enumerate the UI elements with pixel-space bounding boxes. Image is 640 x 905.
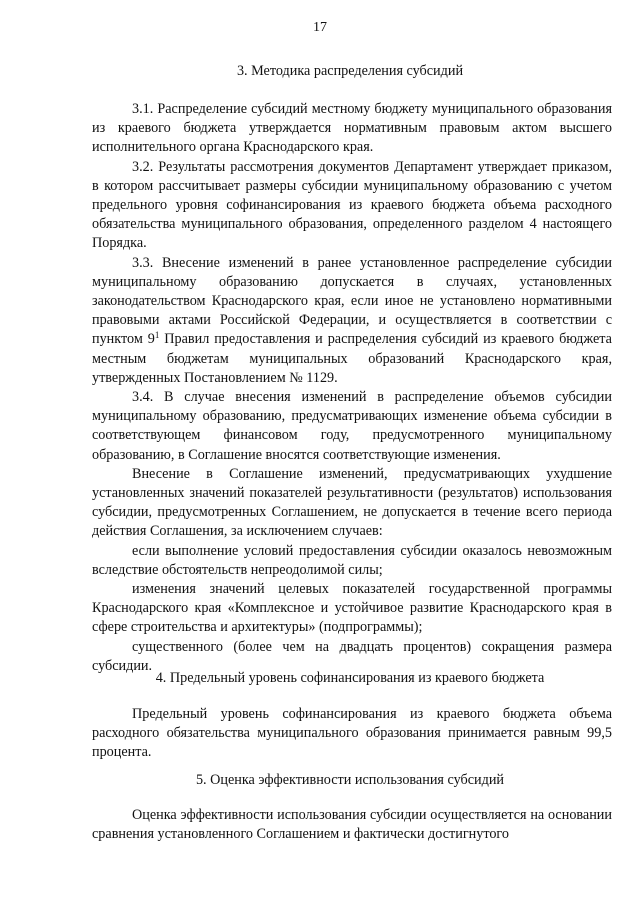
section-3-heading: 3. Методика распределения субсидий xyxy=(236,63,464,79)
page-number: 17 xyxy=(313,20,327,35)
paragraph-3-4: 3.4. В случае внесения изменений в распределение объемов субсидии муниципальному образованию, предусматривающих изменение объема субсидии в соответствующем финансовом году, предусмотренного муниципальному образованию, в Соглашение вносятся соответствующие изменения. xyxy=(92,389,612,463)
paragraph-efficiency-assessment: Оценка эффективности использования субсидии осуществляется на основании сравнения установленного Соглашением и фактически достигнутого xyxy=(92,807,612,843)
paragraph-cofinancing-level: Предельный уровень софинансирования из краевого бюджета объема расходного обязательства муниципального образования принимается равным 99,5 процента. xyxy=(92,706,612,761)
paragraph-3-3 xyxy=(92,254,612,388)
paragraph-exception-force-majeure: если выполнение условий предоставления субсидии оказалось невозможным вследствие обстоятельств непреодолимой силы; xyxy=(92,542,612,578)
section-4-body xyxy=(92,705,612,763)
section-5-heading: 5. Оценка эффективности использования субсидий xyxy=(195,772,505,788)
superscript-mark: 1 xyxy=(154,330,160,341)
paragraph-3-2: 3.2. Результаты рассмотрения документов Департамент утверждает приказом, в котором рассчитывает размеры субсидии муниципальному образованию с учетом предельного уровня софинансирования из краевого бюджета объема расходного обязательства муниципального образования, определенного разделом 4 настоящего Порядка. xyxy=(92,158,612,252)
paragraph-amendments: Внесение в Соглашение изменений, предусматривающих ухудшение установленных значений показателей результативности (результатов) использования субсидии, предусмотренных Соглашением, не допускается в течение всего периода действия Соглашения, за исключением случаев: xyxy=(92,465,612,540)
section-4-heading: 4. Предельный уровень софинансирования из краевого бюджета xyxy=(155,670,545,686)
paragraph-3-3-text-end: Правил предоставления и распределения субсидий из краевого бюджета местным бюджетам муниципальных образований Краснодарского края, утвержденных Постановлением № 1129. xyxy=(92,331,612,386)
paragraph-3-3-text-start: 3.3. Внесение изменений в ранее установленное распределение субсидии муниципальному образованию допускается в случаях, установленных законодательством Краснодарского края, если иное не установлено нормативными правовыми актами Российской Федерации, и осуществляется в соответствии с пунктом 9 xyxy=(92,254,612,348)
section-3-body xyxy=(92,100,612,676)
paragraph-3-1: 3.1. Распределение субсидий местному бюджету муниципального образования из краевого бюджета утверждается нормативным правовым актом высшего исполнительного органа Краснодарского края. xyxy=(92,101,612,156)
paragraph-exception-program-change: изменения значений целевых показателей государственной программы Краснодарского края «Комплексное и устойчивое развитие Краснодарского края в сфере строительства и архитектуры» (подпрограммы); xyxy=(92,581,612,636)
paragraph-exception-reduction: существенного (более чем на двадцать процентов) сокращения размера субсидии. xyxy=(92,638,612,674)
section-5-body xyxy=(92,806,612,844)
